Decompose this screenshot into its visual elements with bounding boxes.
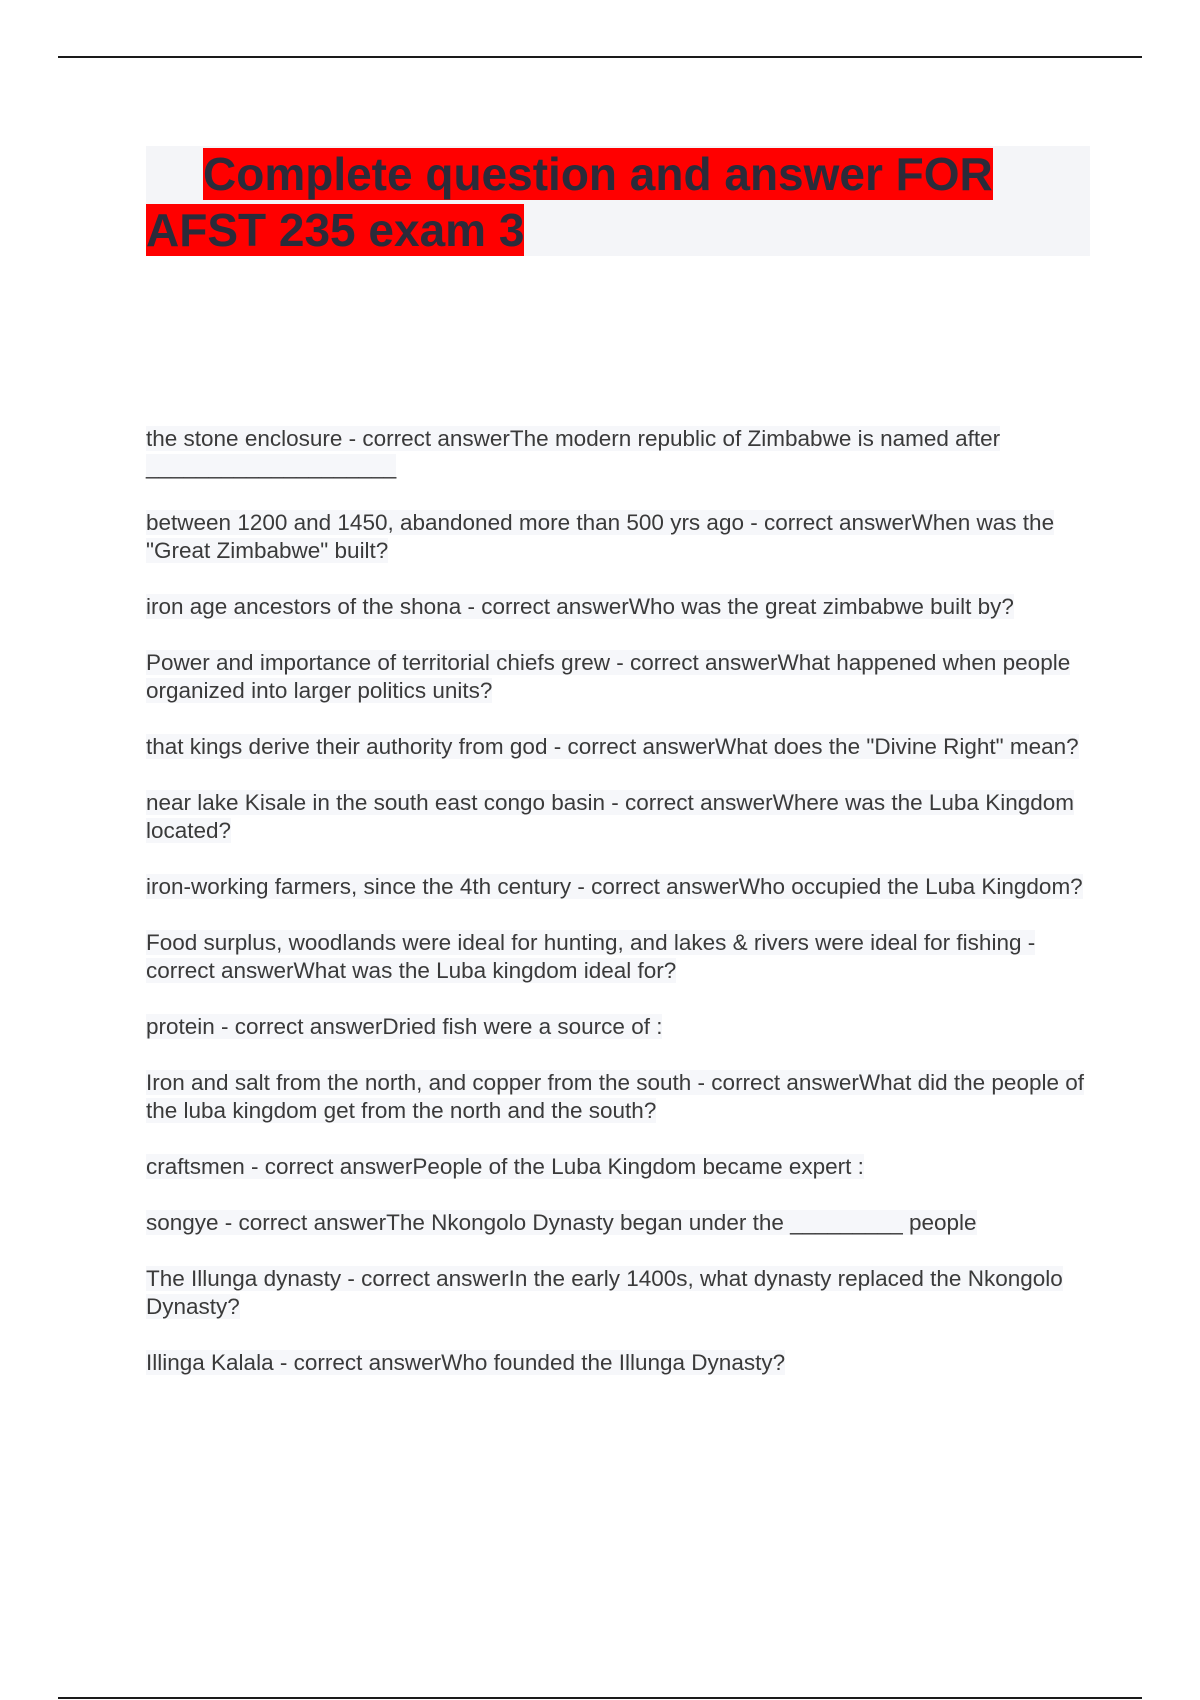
list-item xyxy=(146,1013,1096,1041)
qa-text: the stone enclosure - correct answerThe modern republic of Zimbabwe is named after ____________________ xyxy=(146,426,1001,479)
list-item xyxy=(146,1069,1096,1125)
list-item xyxy=(146,1349,1096,1377)
list-item xyxy=(146,1265,1096,1321)
list-item xyxy=(146,425,1096,481)
title-block xyxy=(146,146,1090,256)
list-item xyxy=(146,929,1096,985)
document-title-text: Complete question and answer FOR AFST 235 exam 3 xyxy=(146,148,993,256)
list-item xyxy=(146,873,1096,901)
page-bottom-rule xyxy=(58,1697,1142,1699)
qa-text: Power and importance of territorial chiefs grew - correct answerWhat happened when people organized into larger politics units? xyxy=(146,650,1071,703)
page-top-rule xyxy=(58,56,1142,58)
qa-text: The Illunga dynasty - correct answerIn the early 1400s, what dynasty replaced the Nkongolo Dynasty? xyxy=(146,1266,1063,1319)
list-item xyxy=(146,593,1096,621)
list-item xyxy=(146,789,1096,845)
qa-text: iron-working farmers, since the 4th century - correct answerWho occupied the Luba Kingdom? xyxy=(146,874,1083,899)
qa-text: near lake Kisale in the south east congo basin - correct answerWhere was the Luba Kingdom located? xyxy=(146,790,1075,843)
document-title xyxy=(146,146,1046,258)
qa-text: protein - correct answerDried fish were a source of : xyxy=(146,1014,663,1039)
qa-text: Iron and salt from the north, and copper from the south - correct answerWhat did the people of the luba kingdom get from the north and the south? xyxy=(146,1070,1085,1123)
qa-text: songye - correct answerThe Nkongolo Dynasty began under the _________ people xyxy=(146,1210,977,1235)
list-item xyxy=(146,509,1096,565)
qa-text: iron age ancestors of the shona - correct answerWho was the great zimbabwe built by? xyxy=(146,594,1014,619)
qa-text: Illinga Kalala - correct answerWho founded the Illunga Dynasty? xyxy=(146,1350,786,1375)
qa-text: Food surplus, woodlands were ideal for hunting, and lakes & rivers were ideal for fishing - correct answerWhat was the Luba kingdom ideal for? xyxy=(146,930,1036,983)
list-item xyxy=(146,733,1096,761)
list-item xyxy=(146,649,1096,705)
list-item xyxy=(146,1209,1096,1237)
qa-text: that kings derive their authority from god - correct answerWhat does the "Divine Right" mean? xyxy=(146,734,1079,759)
list-item xyxy=(146,1153,1096,1181)
qa-text: craftsmen - correct answerPeople of the Luba Kingdom became expert : xyxy=(146,1154,864,1179)
qa-list xyxy=(146,425,1096,1405)
qa-text: between 1200 and 1450, abandoned more than 500 yrs ago - correct answerWhen was the "Great Zimbabwe" built? xyxy=(146,510,1055,563)
